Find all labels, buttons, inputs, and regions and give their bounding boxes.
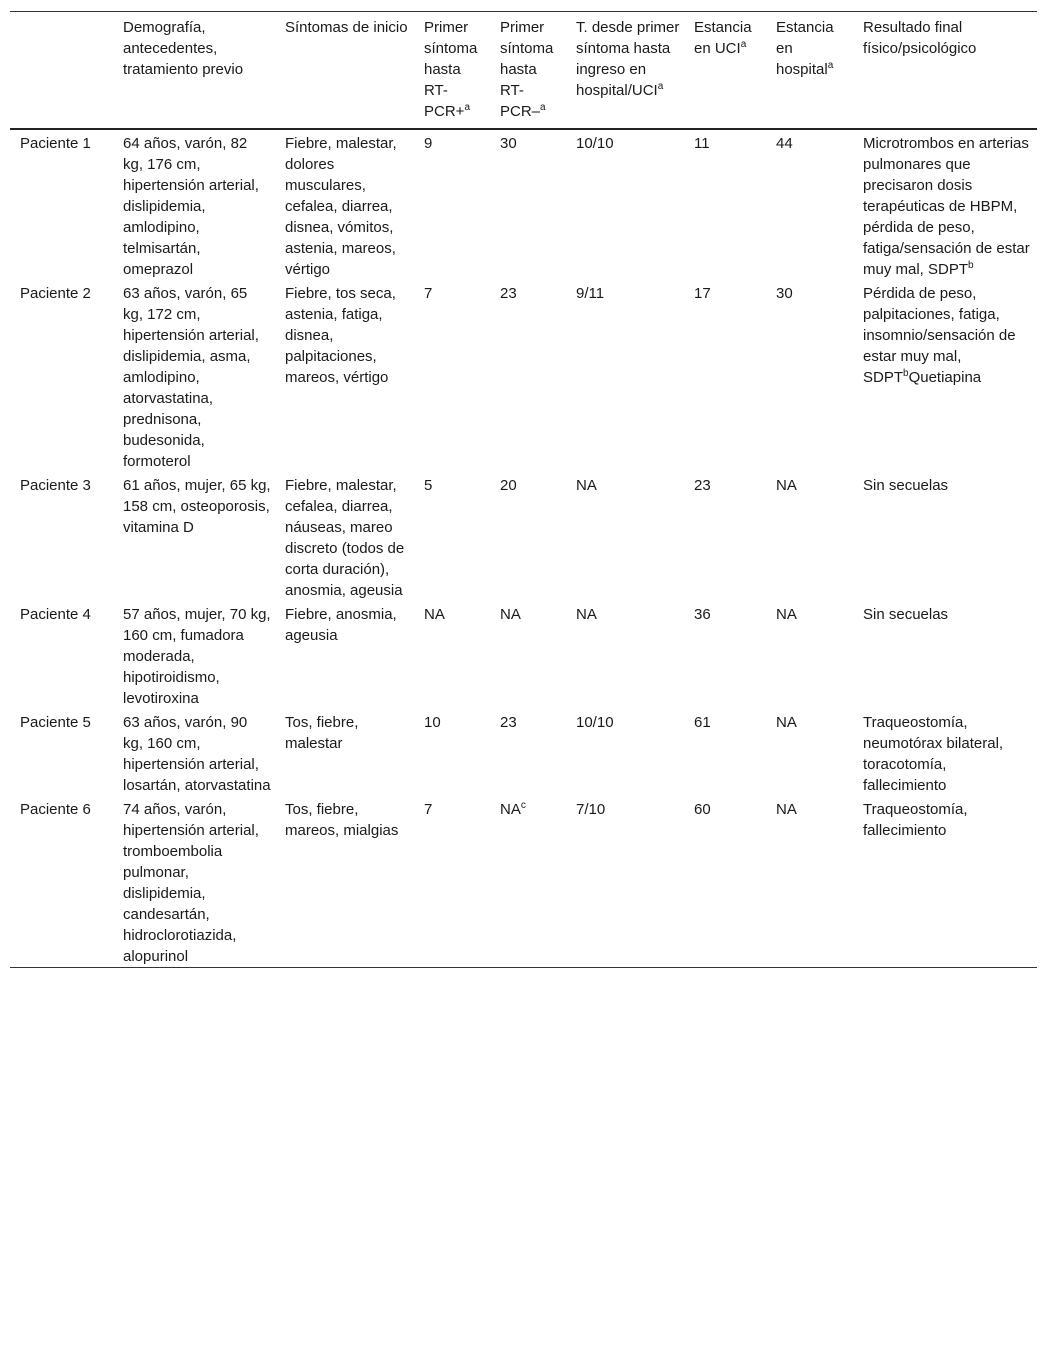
pcr-positive-cell-text: 5 <box>424 477 433 494</box>
symptoms-cell <box>275 129 414 280</box>
icu-stay-cell-text: 36 <box>694 606 711 623</box>
icu-stay-cell-text: 11 <box>694 135 710 152</box>
pcr-negative-cell <box>490 709 566 796</box>
outcome-cell-text: Traqueostomía, neumotórax bilateral, toracotomía, fallecimiento <box>863 714 1004 794</box>
icu-stay-cell <box>684 601 766 709</box>
outcome-cell-text: Pérdida de peso, palpitaciones, fatiga, insomnio/sensación de estar muy mal, SDPT <box>863 285 1016 386</box>
demographics-cell <box>113 472 275 601</box>
outcome-cell-text: Traqueostomía, fallecimiento <box>863 801 968 839</box>
icu-stay-cell <box>684 709 766 796</box>
pcr-positive-cell-text: 10 <box>424 714 441 731</box>
footnote-marker: a <box>657 81 664 92</box>
icu-stay-cell <box>684 472 766 601</box>
column-header-label: Primer síntoma hasta RT-PCR+ <box>424 19 478 120</box>
hospital-stay-cell <box>766 601 853 709</box>
clinical-table-container <box>10 11 1037 968</box>
symptoms-cell <box>275 601 414 709</box>
symptoms-cell <box>275 796 414 968</box>
column-header <box>684 12 766 130</box>
symptoms-cell-text: Fiebre, anosmia, ageusia <box>285 606 397 644</box>
footnote-marker: a <box>740 39 747 50</box>
symptoms-cell <box>275 280 414 472</box>
pcr-negative-cell <box>490 796 566 968</box>
symptoms-cell <box>275 472 414 601</box>
symptoms-cell-text: Tos, fiebre, malestar <box>285 714 359 752</box>
outcome-cell-text: Sin secuelas <box>863 477 949 494</box>
symptoms-cell-text: Tos, fiebre, mareos, mialgias <box>285 801 399 839</box>
demographics-cell-text: 63 años, varón, 65 kg, 172 cm, hipertensión arterial, dislipidemia, asma, amlodipino, atorvastatina, prednisona, budesonida, formoterol <box>123 285 259 470</box>
column-header <box>853 12 1037 130</box>
patient-cell <box>10 129 113 280</box>
hospital-stay-cell <box>766 129 853 280</box>
pcr-positive-cell-text: 9 <box>424 135 433 152</box>
column-header-label: Síntomas de inicio <box>285 19 408 36</box>
outcome-extra-text: Quetiapina <box>908 369 982 386</box>
table-header-row <box>10 12 1037 130</box>
hospital-stay-cell-text: NA <box>776 477 797 494</box>
column-header-label: Resultado final físico/psicológico <box>863 19 977 57</box>
footnote-marker: b <box>903 368 909 379</box>
column-header <box>766 12 853 130</box>
hospital-stay-cell <box>766 796 853 968</box>
table-row <box>10 472 1037 601</box>
column-header <box>490 12 566 130</box>
symptoms-cell <box>275 709 414 796</box>
icu-stay-cell-text: 61 <box>694 714 711 731</box>
patient-cell <box>10 796 113 968</box>
table-row <box>10 129 1037 280</box>
patient-cell <box>10 280 113 472</box>
table-row <box>10 601 1037 709</box>
demographics-cell-text: 57 años, mujer, 70 kg, 160 cm, fumadora moderada, hipotiroidismo, levotiroxina <box>123 606 271 707</box>
hospital-stay-cell-text: 44 <box>776 135 793 152</box>
demographics-cell <box>113 129 275 280</box>
outcome-cell <box>853 709 1037 796</box>
outcome-cell <box>853 472 1037 601</box>
outcome-cell <box>853 796 1037 968</box>
pcr-negative-cell-text: 23 <box>500 285 517 302</box>
pcr-positive-cell <box>414 601 490 709</box>
column-header <box>10 12 113 130</box>
outcome-cell <box>853 129 1037 280</box>
admission-time-cell <box>566 129 684 280</box>
pcr-negative-cell-text: 23 <box>500 714 517 731</box>
pcr-positive-cell <box>414 472 490 601</box>
icu-stay-cell-text: 23 <box>694 477 711 494</box>
admission-time-cell-text: 10/10 <box>576 135 614 152</box>
admission-time-cell-text: 9/11 <box>576 285 605 302</box>
hospital-stay-cell <box>766 709 853 796</box>
column-header <box>113 12 275 130</box>
column-header-label: Estancia en UCI <box>694 19 752 57</box>
admission-time-cell <box>566 472 684 601</box>
icu-stay-cell <box>684 796 766 968</box>
pcr-negative-cell-text: 20 <box>500 477 517 494</box>
icu-stay-cell-text: 60 <box>694 801 711 818</box>
demographics-cell-text: 63 años, varón, 90 kg, 160 cm, hipertensión arterial, losartán, atorvastatina <box>123 714 271 794</box>
admission-time-cell <box>566 601 684 709</box>
demographics-cell-text: 61 años, mujer, 65 kg, 158 cm, osteoporosis, vitamina D <box>123 477 271 536</box>
symptoms-cell-text: Fiebre, tos seca, astenia, fatiga, disnea, palpitaciones, mareos, vértigo <box>285 285 396 386</box>
footnote-marker: c <box>520 800 526 811</box>
footnote-marker: a <box>540 102 546 113</box>
hospital-stay-cell <box>766 280 853 472</box>
table-row <box>10 796 1037 968</box>
patient-cell <box>10 709 113 796</box>
patient-cell <box>10 601 113 709</box>
admission-time-cell-text: NA <box>576 606 597 623</box>
demographics-cell <box>113 709 275 796</box>
footnote-marker: a <box>827 60 834 71</box>
pcr-positive-cell <box>414 280 490 472</box>
admission-time-cell-text: NA <box>576 477 597 494</box>
patients-table <box>10 11 1037 968</box>
pcr-positive-cell-text: NA <box>424 606 445 623</box>
patient-cell <box>10 472 113 601</box>
admission-time-cell <box>566 796 684 968</box>
pcr-negative-cell <box>490 129 566 280</box>
patient-cell-text: Paciente 1 <box>20 135 91 152</box>
pcr-positive-cell-text: 7 <box>424 285 433 302</box>
patient-cell-text: Paciente 4 <box>20 606 91 623</box>
hospital-stay-cell <box>766 472 853 601</box>
icu-stay-cell <box>684 129 766 280</box>
demographics-cell <box>113 280 275 472</box>
outcome-cell-text: Sin secuelas <box>863 606 949 623</box>
demographics-cell-text: 64 años, varón, 82 kg, 176 cm, hipertensión arterial, dislipidemia, amlodipino, telmisartán, omeprazol <box>123 135 259 278</box>
column-header-label: T. desde primer síntoma hasta ingreso en hospital/UCI <box>576 19 680 99</box>
patient-cell-text: Paciente 5 <box>20 714 91 731</box>
pcr-positive-cell <box>414 129 490 280</box>
demographics-cell <box>113 796 275 968</box>
admission-time-cell-text: 7/10 <box>576 801 606 818</box>
symptoms-cell-text: Fiebre, malestar, cefalea, diarrea, náuseas, mareo discreto (todos de corta duración), anosmia, ageusia <box>285 477 405 599</box>
pcr-positive-cell <box>414 709 490 796</box>
patient-cell-text: Paciente 6 <box>20 801 91 818</box>
column-header-label: Demografía, antecedentes, tratamiento previo <box>123 19 244 78</box>
table-body <box>10 129 1037 968</box>
hospital-stay-cell-text: NA <box>776 714 797 731</box>
column-header <box>566 12 684 130</box>
hospital-stay-cell-text: NA <box>776 801 797 818</box>
pcr-negative-cell-text: 30 <box>500 135 517 152</box>
pcr-negative-cell <box>490 601 566 709</box>
table-row <box>10 280 1037 472</box>
pcr-negative-cell-text: NA <box>500 801 521 818</box>
pcr-negative-cell <box>490 472 566 601</box>
pcr-positive-cell <box>414 796 490 968</box>
hospital-stay-cell-text: 30 <box>776 285 793 302</box>
patient-cell-text: Paciente 2 <box>20 285 91 302</box>
icu-stay-cell-text: 17 <box>694 285 711 302</box>
column-header <box>414 12 490 130</box>
footnote-marker: b <box>968 260 974 271</box>
pcr-negative-cell <box>490 280 566 472</box>
outcome-cell-text: Microtrombos en arterias pulmonares que precisaron dosis terapéuticas de HBPM, pérdida de peso, fatiga/sensación de estar muy mal, SDPT <box>863 135 1030 278</box>
table-row <box>10 709 1037 796</box>
admission-time-cell <box>566 280 684 472</box>
demographics-cell <box>113 601 275 709</box>
admission-time-cell <box>566 709 684 796</box>
icu-stay-cell <box>684 280 766 472</box>
hospital-stay-cell-text: NA <box>776 606 797 623</box>
outcome-cell <box>853 280 1037 472</box>
patient-cell-text: Paciente 3 <box>20 477 91 494</box>
column-header-label: Primer síntoma hasta RT-PCR– <box>500 19 554 120</box>
admission-time-cell-text: 10/10 <box>576 714 614 731</box>
footnote-marker: a <box>464 102 470 113</box>
pcr-positive-cell-text: 7 <box>424 801 433 818</box>
demographics-cell-text: 74 años, varón, hipertensión arterial, tromboembolia pulmonar, dislipidemia, candesartán, hidroclorotiazida, alopurinol <box>123 801 259 965</box>
pcr-negative-cell-text: NA <box>500 606 521 623</box>
outcome-cell <box>853 601 1037 709</box>
column-header <box>275 12 414 130</box>
column-header-label: Estancia en hospital <box>776 19 834 78</box>
symptoms-cell-text: Fiebre, malestar, dolores musculares, cefalea, diarrea, disnea, vómitos, astenia, mareos, vértigo <box>285 135 397 278</box>
